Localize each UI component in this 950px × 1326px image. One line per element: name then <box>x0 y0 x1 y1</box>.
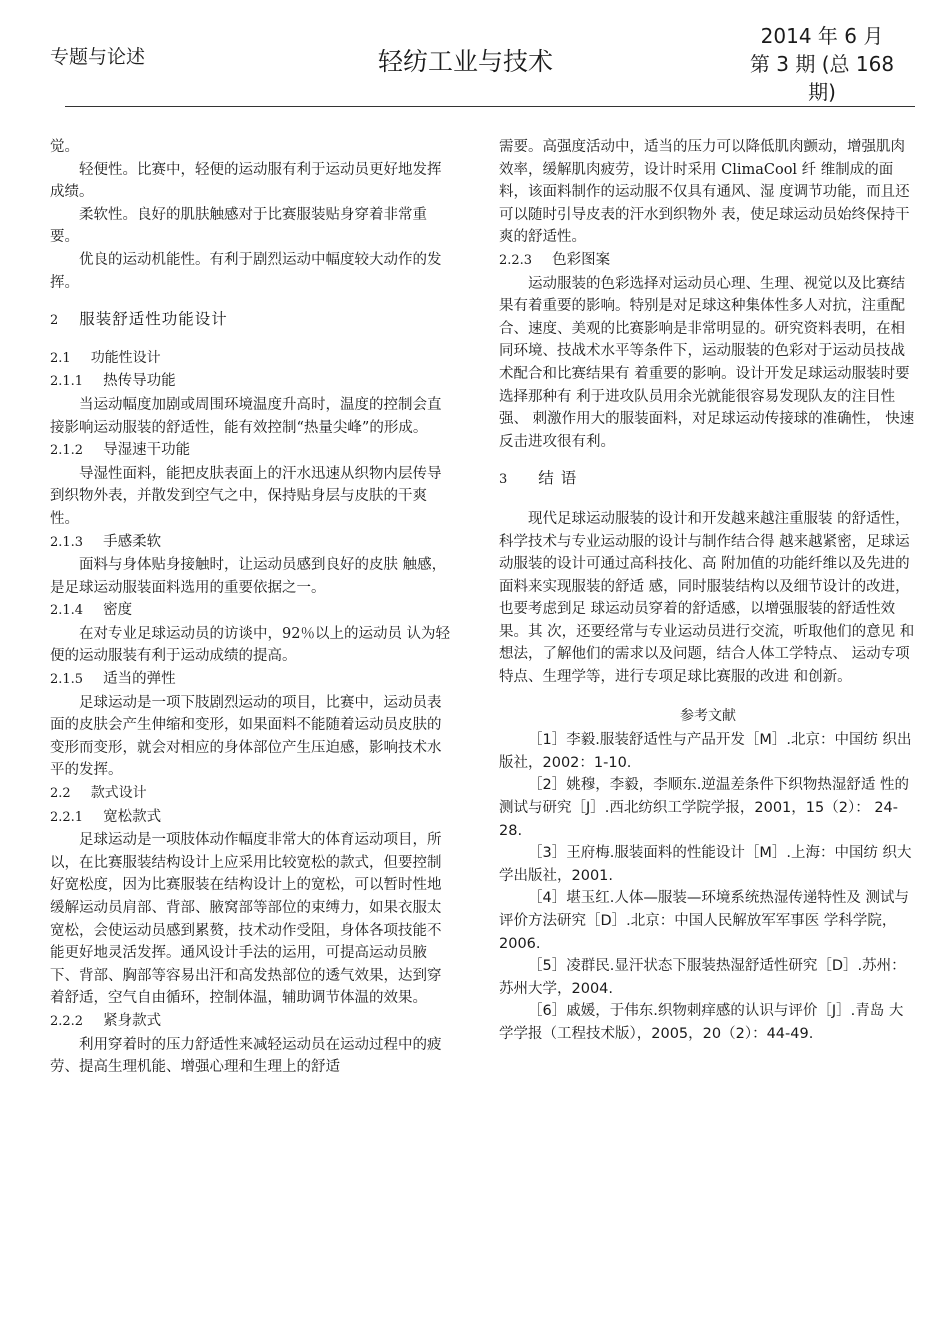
subsubsection-title: 密度 <box>103 602 133 619</box>
subsection-number: 2.2 <box>50 786 71 802</box>
paragraph: 在对专业足球运动员的访谈中，92％以上的运动员 认为轻便的运动服装有利于运动成绩的提高。 <box>50 625 451 665</box>
section-title: 服装舒适性功能设计 <box>79 310 228 329</box>
issue-info <box>742 22 902 106</box>
reference-item: ［6］戚媛，于伟东.织物刺痒感的认识与评价［J］.青岛 大学学报（工程技术版），2005，20（2）：44-49. <box>499 1003 904 1042</box>
subsubsection-title: 导湿速干功能 <box>103 442 191 459</box>
subsubsection-number: 2.1.3 <box>50 534 84 550</box>
section-heading <box>499 467 917 492</box>
subsubsection-title: 紧身款式 <box>103 1012 162 1029</box>
paragraph: 当运动幅度加剧或周围环境温度升高时，温度的控制会直接影响运动服装的舒适性，能有效控制“热量尖峰”的形成。 <box>50 396 442 436</box>
section-number: 3 <box>499 472 509 488</box>
issue-date: 2014 年 6 月 <box>760 24 884 48</box>
paragraph: 面料与身体贴身接触时，让运动员感到良好的皮肤 触感，是足球运动服装面料选用的重要依据之一。 <box>50 557 447 596</box>
subsection-title: 功能性设计 <box>90 349 161 366</box>
subsubsection-number: 2.2.2 <box>50 1013 84 1029</box>
header-rule <box>65 106 915 107</box>
section-number: 2 <box>50 313 60 329</box>
subsubsection-number: 2.1.2 <box>50 443 84 459</box>
reference-item: ［5］凌群民.显汗状态下服装热湿舒适性研究［D］.苏州：苏州大学，2004. <box>499 958 906 997</box>
paragraph: 导湿性面料，能把皮肤表面上的汗水迅速从织物内层传导到织物外表，并散发到空气之中，保持贴身层与皮肤的干爽性。 <box>50 465 442 527</box>
paragraph: 柔软性。良好的肌肤触感对于比赛服装贴身穿着非常重要。 <box>50 206 427 246</box>
subsubsection-title: 宽松款式 <box>103 808 162 825</box>
subsubsection-title: 色彩图案 <box>552 251 611 268</box>
subsubsection-number: 2.1.1 <box>50 374 84 390</box>
subsubsection-title: 适当的弹性 <box>103 671 176 688</box>
issue-total: 期) <box>808 80 836 104</box>
right-column <box>499 136 917 1046</box>
subsubsection-heading <box>50 668 452 692</box>
subsubsection-heading <box>50 531 452 555</box>
subsubsection-title: 手感柔软 <box>103 533 162 550</box>
subsubsection-number: 2.2.3 <box>499 252 533 268</box>
subsubsection-heading <box>50 370 452 394</box>
subsubsection-heading <box>499 249 917 273</box>
left-column <box>50 136 452 1079</box>
subsubsection-number: 2.1.5 <box>50 672 84 688</box>
subsubsection-number: 2.2.1 <box>50 809 84 825</box>
journal-title: 轻纺工业与技术 <box>378 47 554 76</box>
paragraph: 利用穿着时的压力舒适性来减轻运动员在运动过程中的疲劳、提高生理机能、增强心理和生理上的舒适 <box>50 1036 442 1076</box>
paragraph: 足球运动是一项肢体动作幅度非常大的体育运动项目，所以，在比赛服装结构设计上应采用比较宽松的款式，但要控制好宽松度，因为比赛服装在结构设计上的宽松，可以暂时性地缓解运动员肩部、背部、腋窝部等部位的束缚力，如果衣服太宽松，会使运动员感到累赘，技术动作受阻，身体各项技能不能更好地灵活发挥。通风设计手法的运用，可提高运动员腋下、背部、胸部等容易出汗和高发热部位的透气效果，达到穿着舒适，空气自由循环，控制体温，辅助调节体温的效果。 <box>50 832 442 1007</box>
reference-item: ［1］李毅.服装舒适性与产品开发［M］.北京：中国纺 织出版社，2002：1-10. <box>499 732 912 771</box>
subsection-title: 款式设计 <box>90 785 147 802</box>
subsubsection-heading <box>50 1010 452 1034</box>
subsubsection-number: 2.1.4 <box>50 603 84 619</box>
paragraph: 需要。高强度活动中，适当的压力可以降低肌肉颤动，增强肌肉效率，缓解肌肉疲劳，设计时采用 ClimaCool 纤 维制成的面料，该面料制作的运动服不仅具有通风、湿 度调节功能，而且还可以随时引导皮表的汗水到织物外 表，使足球运动员始终保持干爽的舒适性。 <box>499 139 910 246</box>
subsubsection-heading <box>50 806 452 830</box>
reference-item: ［2］姚穆，李毅，李顺东.逆温差条件下织物热湿舒适 性的测试与研究［J］.西北纺织工学院学报，2001，15（2）： 24-28. <box>499 777 909 839</box>
paragraph: 足球运动是一项下肢剧烈运动的项目，比赛中，运动员表面的皮肤会产生伸缩和变形，如果面料不能随着运动员皮肤的变形而变形，就会对相应的身体部位产生压迫感，影响技术水平的发挥。 <box>50 694 442 779</box>
subsubsection-title: 热传导功能 <box>103 373 176 390</box>
reference-item: ［3］王府梅.服装面料的性能设计［M］.上海：中国纺 织大学出版社，2001. <box>499 845 912 884</box>
issue-number: 第 3 期 (总 168 <box>749 52 895 76</box>
subsubsection-heading <box>50 599 452 623</box>
subsection-number: 2.1 <box>50 350 71 366</box>
reference-item: ［4］堪玉红.人体—服装—环境系统热湿传递特性及 测试与评价方法研究［D］.北京：中国人民解放军军事医 学科学院，2006. <box>499 890 909 952</box>
paragraph: 运动服装的色彩选择对运动员心理、生理、视觉以及比赛结果有着重要的影响。特别是对足球这种集体性多人对抗，注重配合、速度、美观的比赛影响是非常明显的。研究资料表明，在相同环境、技战术水平等条件下，运动服装的色彩对于运动员技战术配合和比赛结果有 着重要的影响。设计开发足球运动服装时要选择那种有 利于进攻队员用余光就能很容易发现队友的注目性强、 刺激作用大的服装面料，对足球运动传接球的准确性， 快速反击进攻很有利。 <box>499 275 915 450</box>
subsection-heading <box>50 782 452 806</box>
column-label: 专题与论述 <box>50 46 146 68</box>
paragraph: 现代足球运动服装的设计和开发越来越注重服装 的舒适性，科学技术与专业运动服的设计与制作结合得 越来越紧密，足球运动服装的设计可通过高科技化、高 附加值的功能纤维以及先进的面料来实现服装的舒适 感，同时服装结构以及细节设计的改进，也要考虑到足 球运动员穿着的舒适感，以增强服装的舒适性效果。其 次，还要经常与专业运动员进行交流，听取他们的意见 和想法，了解他们的需求以及问题，结合人体工学特点、 运动专项特点、生理学等，进行专项足球比赛服的改进 和创新。 <box>499 510 915 686</box>
paragraph: 轻便性。比赛中，轻便的运动服有利于运动员更好地发挥成绩。 <box>50 161 442 201</box>
references-heading: 参考文献 <box>680 707 736 724</box>
paragraph: 觉。 <box>50 139 79 155</box>
paragraph: 优良的运动机能性。有利于剧烈运动中幅度较大动作的发挥。 <box>50 251 442 291</box>
section-heading <box>50 308 452 333</box>
subsection-heading <box>50 347 452 371</box>
subsubsection-heading <box>50 439 452 463</box>
section-title: 结 语 <box>538 469 578 488</box>
